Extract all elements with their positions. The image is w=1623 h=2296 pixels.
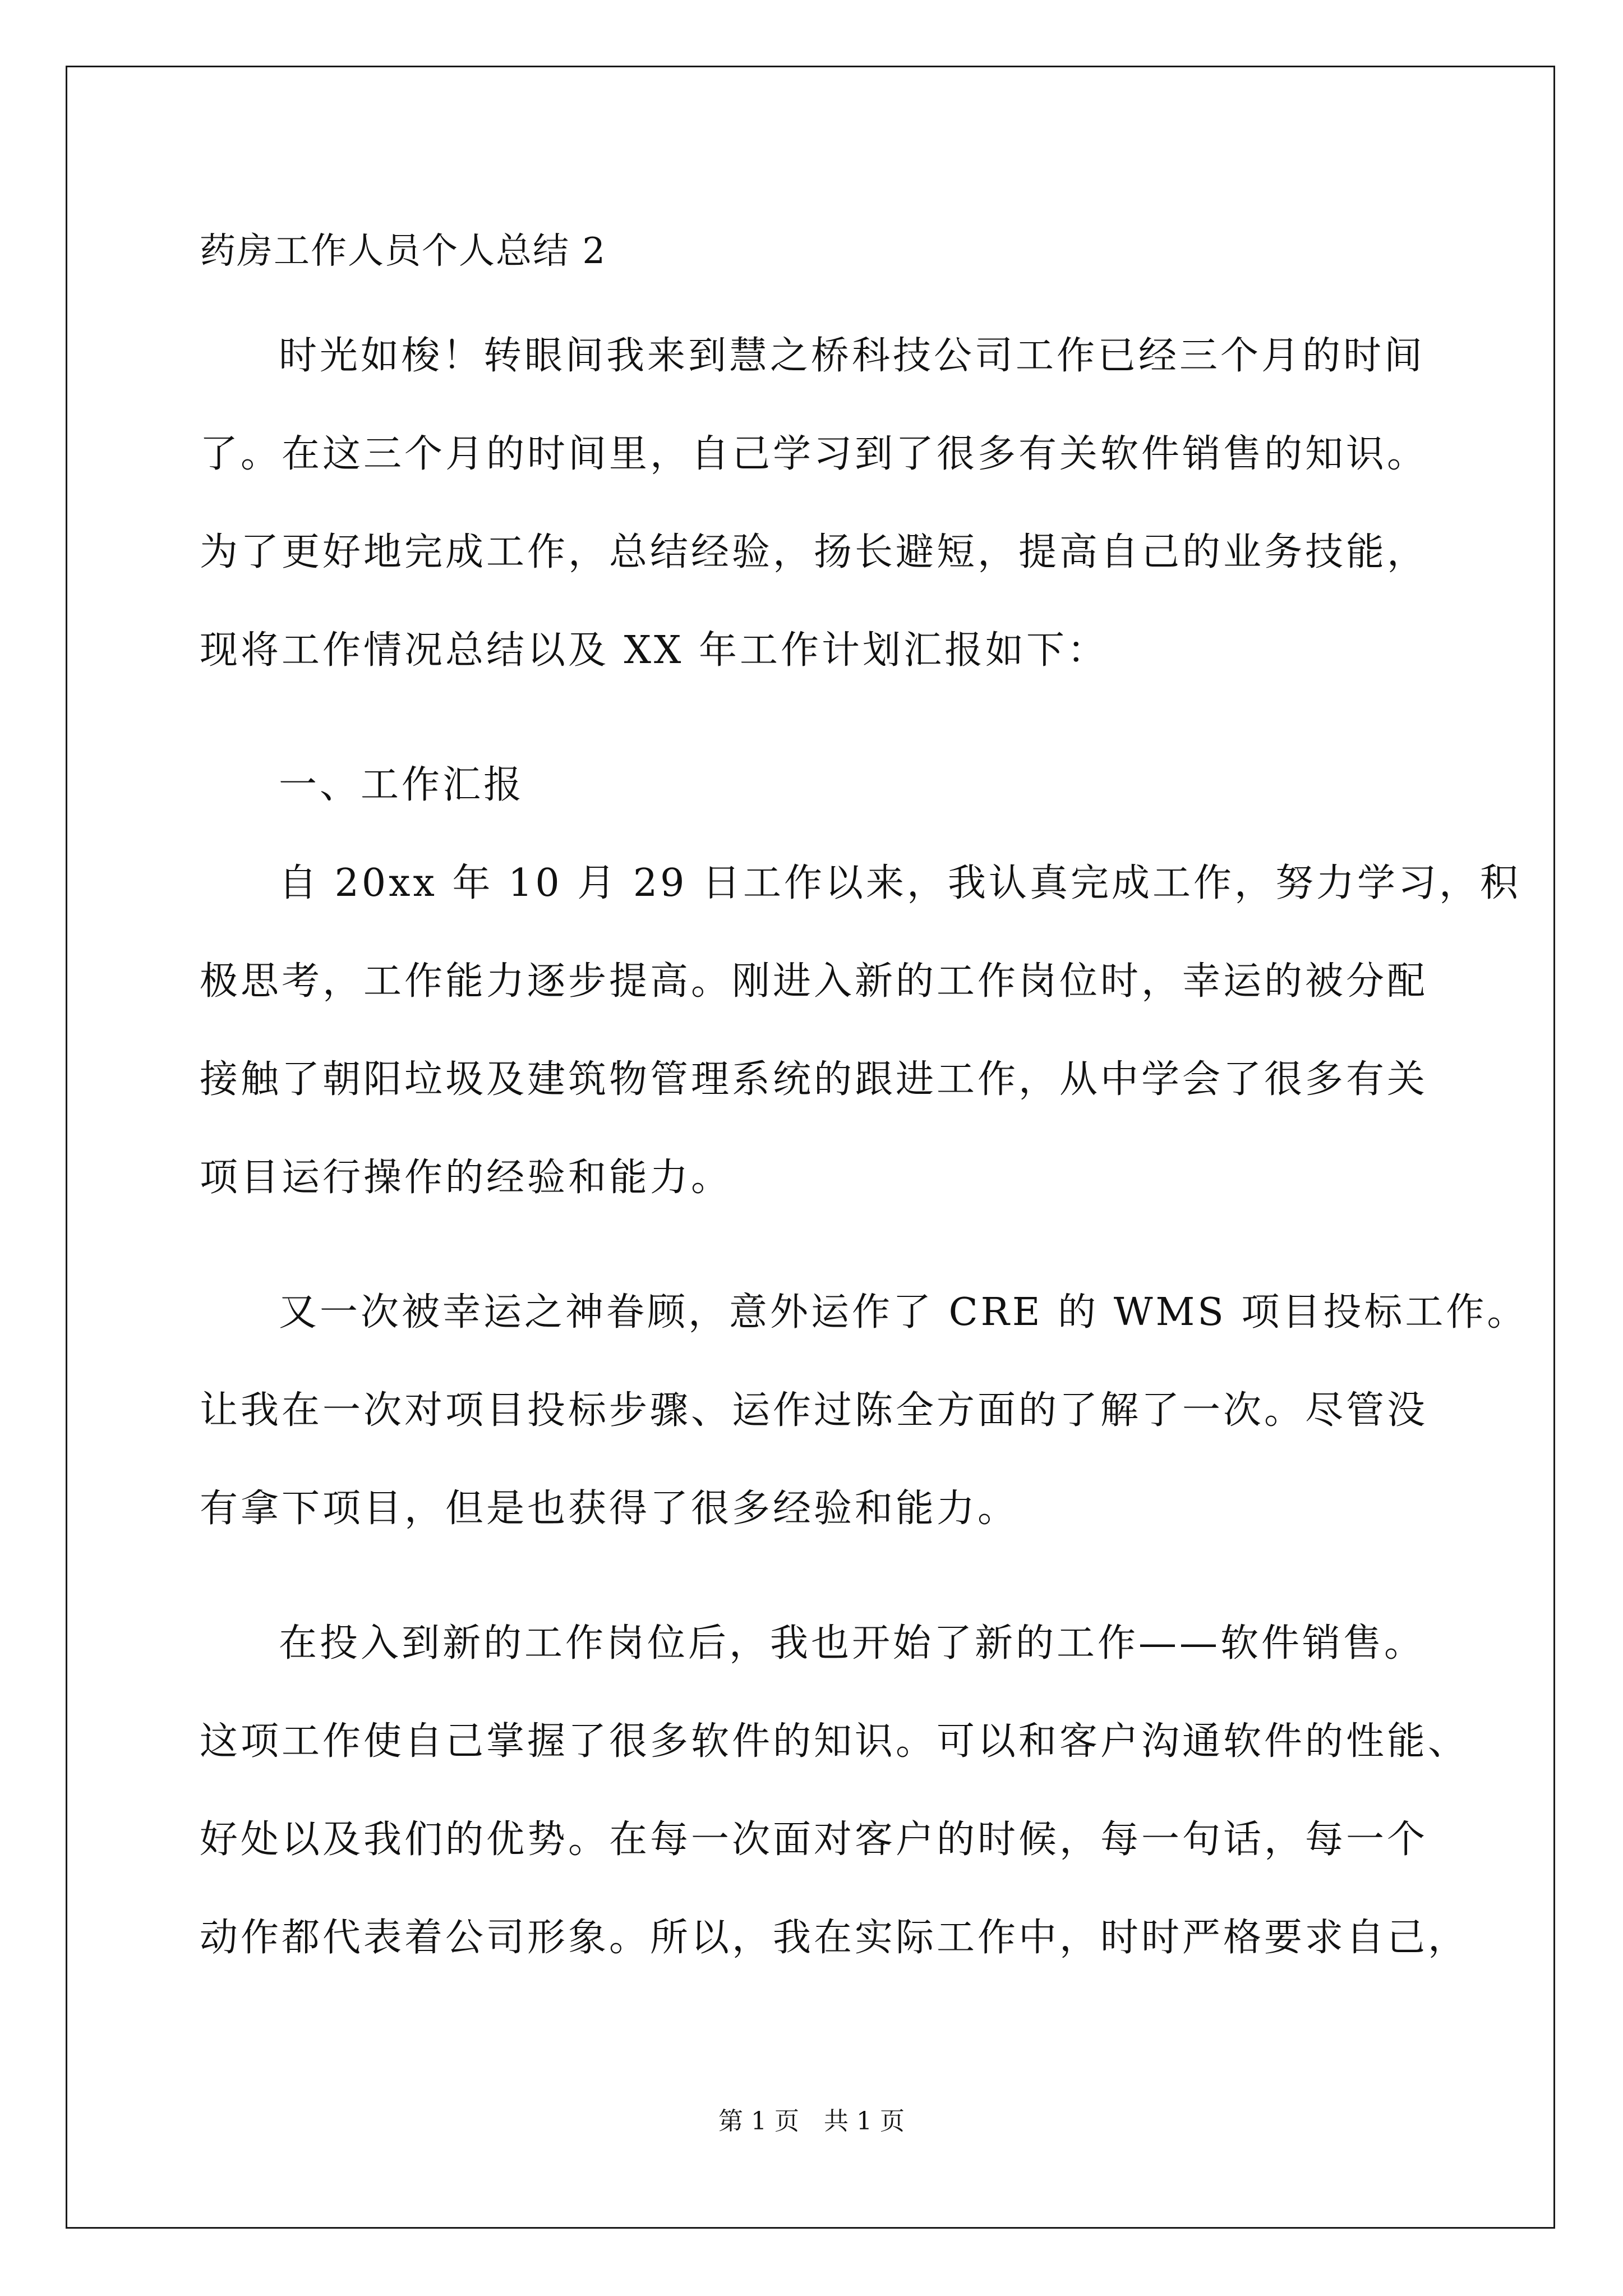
paragraph-line: 有拿下项目，但是也获得了很多经验和能力。: [200, 1487, 1019, 1531]
paragraph-line: 这项工作使自己掌握了很多软件的知识。可以和客户沟通软件的性能、: [200, 1719, 1469, 1764]
paragraph-line: 时光如梭！转眼间我来到慧之桥科技公司工作已经三个月的时间: [279, 334, 1426, 378]
paragraph-line: 自 20xx 年 10 月 29 日工作以来，我认真完成工作，努力学习，积: [279, 861, 1521, 905]
paragraph-line: 现将工作情况总结以及 XX 年工作计划汇报如下：: [200, 628, 1109, 673]
page-number-footer: 第 1 页 共 1 页: [718, 2107, 905, 2136]
section-heading: 一、工作汇报: [279, 763, 525, 807]
paragraph-line: 了。在这三个月的时间里，自己学习到了很多有关软件销售的知识。: [200, 432, 1428, 476]
paragraph-line: 接触了朝阳垃圾及建筑物管理系统的跟进工作，从中学会了很多有关: [200, 1057, 1428, 1102]
paragraph-line: 好处以及我们的优势。在每一次面对客户的时候，每一句话，每一个: [200, 1818, 1428, 1862]
document-title: 药房工作人员个人总结 2: [200, 231, 607, 272]
paragraph-line: 极思考，工作能力逐步提高。刚进入新的工作岗位时，幸运的被分配: [200, 959, 1428, 1004]
paragraph-line: 项目运行操作的经验和能力。: [200, 1156, 732, 1200]
paragraph-line: 为了更好地完成工作，总结经验，扬长避短，提高自己的业务技能，: [200, 530, 1428, 574]
paragraph-line: 在投入到新的工作岗位后，我也开始了新的工作——软件销售。: [279, 1621, 1426, 1665]
paragraph-line: 动作都代表着公司形象。所以，我在实际工作中，时时严格要求自己，: [200, 1916, 1469, 1960]
paragraph-line: 让我在一次对项目投标步骤、运作过陈全方面的了解了一次。尽管没: [200, 1388, 1428, 1433]
paragraph-line: 又一次被幸运之神眷顾，意外运作了 CRE 的 WMS 项目投标工作。: [279, 1290, 1528, 1335]
page-border: [66, 66, 1555, 2229]
